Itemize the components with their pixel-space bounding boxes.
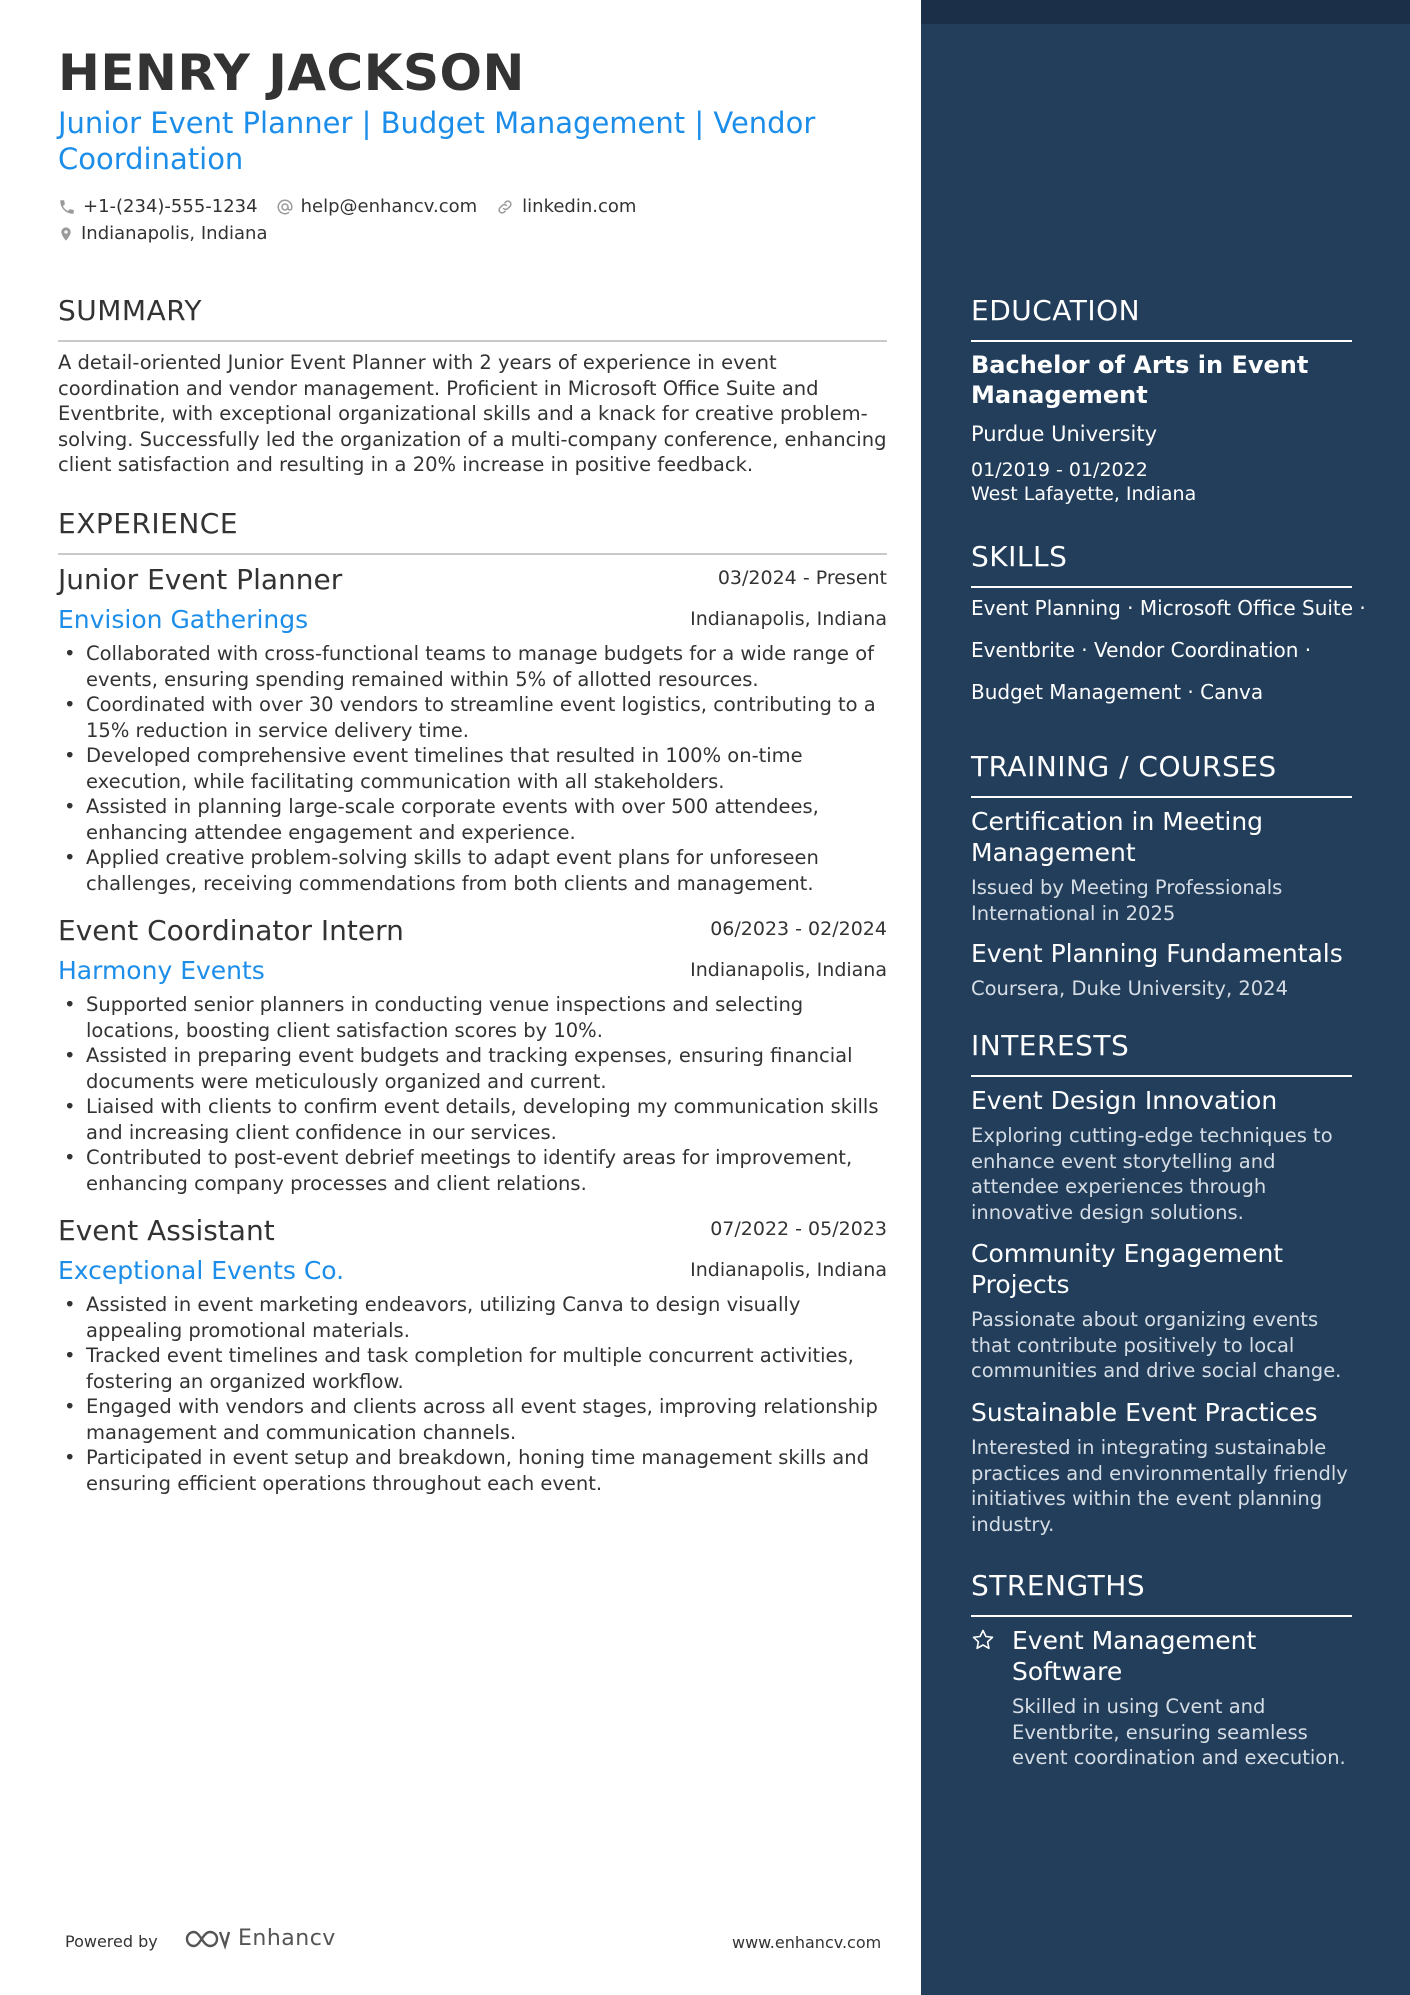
- education-dates: 01/2019 - 01/2022: [971, 459, 1148, 481]
- skill-item: Vendor Coordination: [1094, 638, 1299, 662]
- location-text: Indianapolis, Indiana: [81, 223, 268, 244]
- interest-entry: [971, 1085, 1356, 1225]
- star-icon: [971, 1628, 995, 1652]
- sidebar-top-band: [921, 0, 1410, 24]
- training-entry: [971, 806, 1356, 926]
- experience-divider: [58, 553, 887, 555]
- candidate-name: HENRY JACKSON: [58, 44, 525, 102]
- skill-item: Canva: [1200, 680, 1264, 704]
- linkedin-text: linkedin.com: [522, 196, 637, 217]
- education-school: Purdue University: [971, 422, 1158, 446]
- training-title: Certification in Meeting Management: [971, 807, 1264, 867]
- strengths-divider: [971, 1615, 1352, 1617]
- contact-email[interactable]: [276, 196, 478, 217]
- bullet-item: • Supported senior planners in conducting venue inspections and selecting locations, boosting client satisfaction scores by 10%.: [58, 992, 887, 1043]
- strength-desc: Skilled in using Cvent and Eventbrite, ensuring seamless event coordination and execution.: [1012, 1695, 1346, 1769]
- phone-icon: [58, 198, 76, 216]
- job-bullets: [58, 641, 887, 896]
- job-bullets: [58, 1292, 887, 1496]
- email-text: help@enhancv.com: [300, 196, 478, 217]
- interest-desc: Interested in integrating sustainable practices and environmentally friendly initiatives within the event planning industry.: [971, 1436, 1348, 1536]
- interest-desc: Exploring cutting-edge techniques to enhance event storytelling and attendee experiences through innovative design solutions.: [971, 1124, 1333, 1224]
- enhancv-logo-icon: [184, 1927, 230, 1951]
- training-entry: [971, 938, 1356, 1002]
- bullet-item: • Assisted in planning large-scale corporate events with over 500 attendees, enhancing attendee engagement and experience.: [58, 794, 887, 845]
- job-dates: 03/2024 - Present: [717, 567, 887, 589]
- experience-entry: [58, 1214, 887, 1496]
- education-location: West Lafayette, Indiana: [971, 483, 1197, 505]
- job-bullets: [58, 992, 887, 1196]
- skill-item: Microsoft Office Suite: [1139, 596, 1354, 620]
- bullet-item: • Contributed to post-event debrief meetings to identify areas for improvement, enhancing company processes and client relations.: [58, 1145, 887, 1196]
- contact-info: [58, 193, 878, 247]
- contact-phone[interactable]: [58, 196, 258, 217]
- bullet-item: • Collaborated with cross-functional teams to manage budgets for a wide range of events, ensuring spending remained within 5% of allotted resources.: [58, 641, 887, 692]
- bullet-item: • Applied creative problem-solving skills to adapt event plans for unforeseen challenges, receiving commendations from both clients and management.: [58, 845, 887, 896]
- bullet-item: • Developed comprehensive event timelines that resulted in 100% on-time execution, while facilitating communication with all stakeholders.: [58, 743, 887, 794]
- skill-item: Event Planning: [971, 596, 1121, 620]
- job-dates: 07/2022 - 05/2023: [710, 1218, 887, 1240]
- footer-powered-by: Powered by: [65, 1932, 158, 1951]
- contact-location: [58, 223, 268, 244]
- interest-title: Sustainable Event Practices: [971, 1398, 1318, 1427]
- skill-item: Eventbrite: [971, 638, 1075, 662]
- footer-url[interactable]: www.enhancv.com: [732, 1933, 882, 1952]
- phone-text: +1-(234)-555-1234: [83, 196, 258, 217]
- job-location: Indianapolis, Indiana: [690, 1259, 887, 1281]
- link-icon: [495, 198, 515, 216]
- job-location: Indianapolis, Indiana: [690, 608, 887, 630]
- headline: Junior Event Planner | Budget Management | Vendor Coordination: [58, 106, 816, 176]
- interest-desc: Passionate about organizing events that contribute positively to local communities and drive social change.: [971, 1308, 1342, 1382]
- education-degree: Bachelor of Arts in Event Management: [971, 351, 1309, 409]
- footer-logo[interactable]: [184, 1926, 336, 1951]
- job-title: Event Coordinator Intern: [58, 914, 404, 947]
- skills-list: Event Planning · Microsoft Office Suite · Eventbrite · Vendor Coordination · Budget Management · Canva: [971, 596, 1366, 704]
- strength-title: Event Management Software: [1012, 1626, 1257, 1686]
- job-dates: 06/2023 - 02/2024: [710, 918, 887, 940]
- summary-divider: [58, 340, 887, 342]
- bullet-item: • Assisted in preparing event budgets and tracking expenses, ensuring financial documents were meticulously organized and current.: [58, 1043, 887, 1094]
- interest-title: Community Engagement Projects: [971, 1239, 1284, 1299]
- experience-entry: [58, 914, 887, 1196]
- interest-entry: [971, 1397, 1356, 1537]
- bullet-item: • Engaged with vendors and clients across all event stages, improving relationship management and communication channels.: [58, 1394, 887, 1445]
- job-company: Exceptional Events Co.: [58, 1256, 345, 1285]
- education-entry: [971, 350, 1356, 506]
- skill-item: Budget Management: [971, 680, 1182, 704]
- interest-title: Event Design Innovation: [971, 1086, 1278, 1115]
- contact-linkedin[interactable]: [495, 196, 636, 217]
- summary-text: A detail-oriented Junior Event Planner with 2 years of experience in event coordination and vendor management. Proficient in Microsoft Office Suite and Eventbrite, with exceptional organizational skills and a knack for creative problem-solving. Successfully led the organization of a multi-company conference, enhancing client satisfaction and resulting in a 20% increase in positive feedback.: [58, 351, 887, 477]
- training-desc: Issued by Meeting Professionals International in 2025: [971, 876, 1283, 925]
- experience-entry: [58, 563, 887, 896]
- job-company: Harmony Events: [58, 956, 265, 985]
- experience-heading: EXPERIENCE: [58, 507, 239, 540]
- bullet-item: • Participated in event setup and breakdown, honing time management skills and ensuring efficient operations throughout each event.: [58, 1445, 887, 1496]
- job-company: Envision Gatherings: [58, 605, 309, 634]
- location-pin-icon: [58, 224, 74, 244]
- bullet-item: • Liaised with clients to confirm event details, developing my communication skills and increasing client confidence in our services.: [58, 1094, 887, 1145]
- interest-entry: [971, 1238, 1356, 1384]
- education-heading: EDUCATION: [971, 294, 1141, 327]
- bullet-item: • Assisted in event marketing endeavors, utilizing Canva to design visually appealing promotional materials.: [58, 1292, 887, 1343]
- job-title: Junior Event Planner: [58, 563, 343, 596]
- bullet-item: • Tracked event timelines and task completion for multiple concurrent activities, fostering an organized workflow.: [58, 1343, 887, 1394]
- job-title: Event Assistant: [58, 1214, 275, 1247]
- sidebar: [921, 0, 1410, 1995]
- summary-heading: SUMMARY: [58, 294, 203, 327]
- training-desc: Coursera, Duke University, 2024: [971, 977, 1288, 1000]
- job-location: Indianapolis, Indiana: [690, 959, 887, 981]
- education-divider: [971, 340, 1352, 342]
- interests-heading: INTERESTS: [971, 1029, 1130, 1062]
- skills-heading: SKILLS: [971, 540, 1068, 573]
- strength-entry: [971, 1625, 1361, 1771]
- at-icon: [276, 198, 294, 216]
- interests-divider: [971, 1075, 1352, 1077]
- training-heading: TRAINING / COURSES: [971, 750, 1277, 783]
- strengths-heading: STRENGTHS: [971, 1569, 1146, 1602]
- footer-brand: Enhancv: [238, 1926, 336, 1951]
- training-title: Event Planning Fundamentals: [971, 939, 1343, 968]
- training-divider: [971, 796, 1352, 798]
- bullet-item: • Coordinated with over 30 vendors to streamline event logistics, contributing to a 15% reduction in service delivery time.: [58, 692, 887, 743]
